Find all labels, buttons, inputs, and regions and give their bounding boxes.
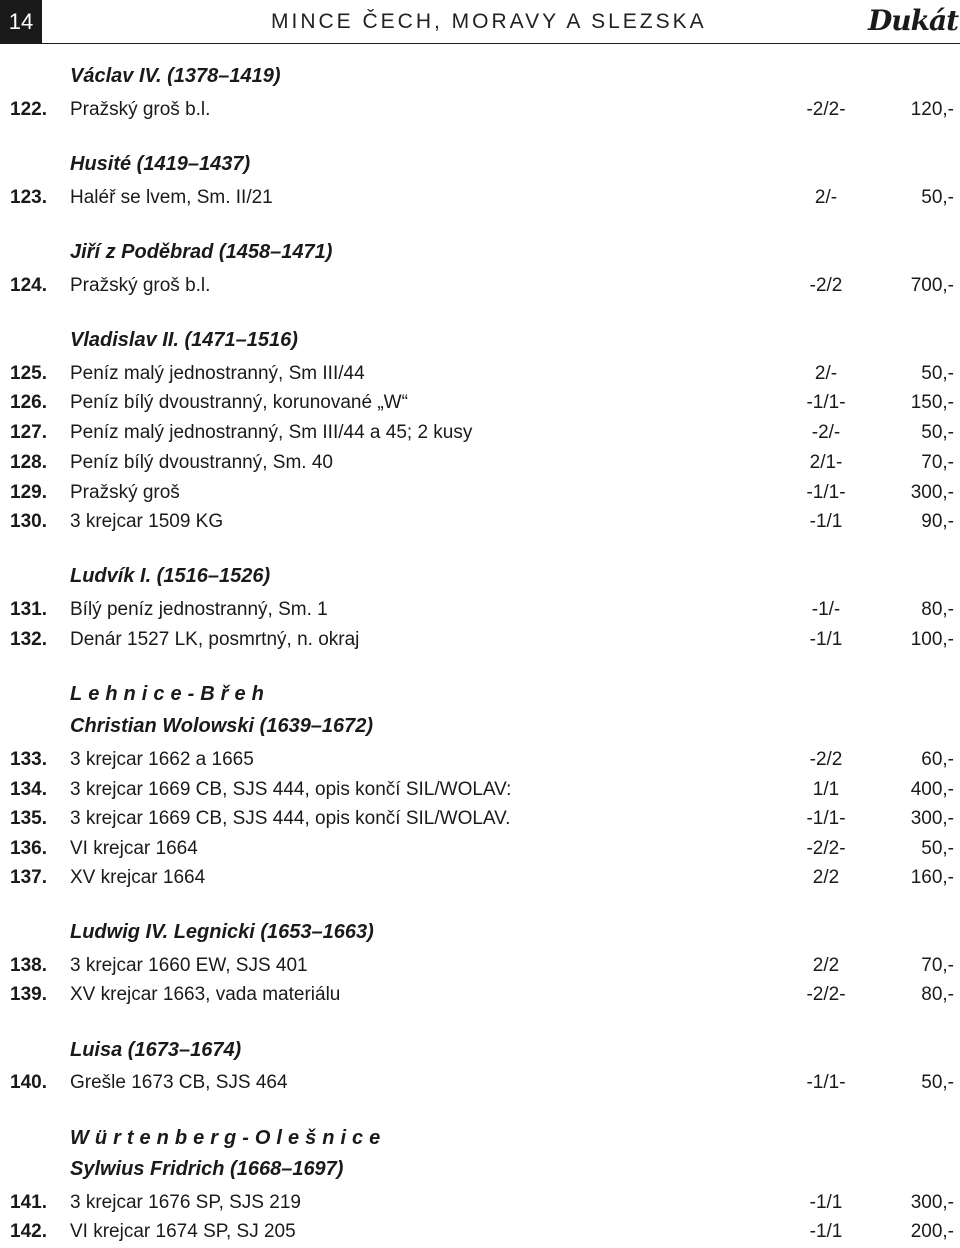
item-grade: -2/2- bbox=[806, 984, 846, 1005]
ruler-heading: Christian Wolowski (1639–1672) bbox=[70, 715, 374, 737]
item-number: 138. bbox=[10, 955, 47, 976]
item-grade: -1/1- bbox=[806, 1072, 846, 1093]
ruler-heading: Luisa (1673–1674) bbox=[70, 1039, 242, 1061]
item-grade: -2/2- bbox=[806, 838, 846, 859]
item-grade: -2/2- bbox=[806, 99, 846, 120]
item-price: 160,- bbox=[910, 867, 954, 888]
item-grade: -1/1- bbox=[806, 482, 846, 503]
item-number: 125. bbox=[10, 363, 47, 384]
catalog-item bbox=[0, 776, 960, 804]
item-description: Peníz bílý dvoustranný, Sm. 40 bbox=[70, 452, 333, 473]
item-number: 128. bbox=[10, 452, 47, 473]
item-number: 137. bbox=[10, 867, 47, 888]
item-price: 100,- bbox=[910, 629, 954, 650]
item-number: 130. bbox=[10, 511, 47, 532]
item-grade: -1/1- bbox=[806, 808, 846, 829]
item-price: 50,- bbox=[921, 838, 954, 859]
item-number: 124. bbox=[10, 275, 47, 296]
item-description: Haléř se lvem, Sm. II/21 bbox=[70, 187, 273, 208]
catalog-item bbox=[0, 508, 960, 536]
item-number: 139. bbox=[10, 984, 47, 1005]
item-description: VI krejcar 1664 bbox=[70, 838, 198, 859]
item-grade: 1/1 bbox=[812, 779, 840, 800]
catalog-item bbox=[0, 360, 960, 388]
item-description: Grešle 1673 CB, SJS 464 bbox=[70, 1072, 288, 1093]
item-grade: -2/- bbox=[811, 422, 841, 443]
item-description: Peníz malý jednostranný, Sm III/44 a 45; 2 kusy bbox=[70, 422, 473, 443]
item-description: XV krejcar 1663, vada materiálu bbox=[70, 984, 341, 1005]
ruler-heading: Ludvík I. (1516–1526) bbox=[70, 565, 271, 587]
catalog-item bbox=[0, 479, 960, 507]
ruler-heading: Jiří z Poděbrad (1458–1471) bbox=[70, 241, 333, 263]
ruler-heading: Husité (1419–1437) bbox=[70, 153, 251, 175]
item-number: 123. bbox=[10, 187, 47, 208]
item-price: 60,- bbox=[921, 749, 954, 770]
catalog-item bbox=[0, 1218, 960, 1246]
item-grade: 2/1- bbox=[809, 452, 843, 473]
catalog-item bbox=[0, 626, 960, 654]
item-grade: 2/2 bbox=[812, 867, 840, 888]
item-description: XV krejcar 1664 bbox=[70, 867, 206, 888]
item-grade: -2/2 bbox=[809, 275, 843, 296]
item-number: 135. bbox=[10, 808, 47, 829]
item-grade: -1/- bbox=[811, 599, 841, 620]
catalog-item bbox=[0, 981, 960, 1009]
item-number: 129. bbox=[10, 482, 47, 503]
item-price: 300,- bbox=[910, 808, 954, 829]
region-heading: Lehnice-Břeh bbox=[70, 683, 270, 705]
catalog-item bbox=[0, 184, 960, 212]
item-grade: -2/2 bbox=[809, 749, 843, 770]
item-grade: -1/1 bbox=[809, 629, 843, 650]
item-price: 50,- bbox=[921, 422, 954, 443]
item-description: 3 krejcar 1669 CB, SJS 444, opis končí SIL/WOLAV. bbox=[70, 808, 511, 829]
item-number: 140. bbox=[10, 1072, 47, 1093]
item-description: Peníz bílý dvoustranný, korunované „W“ bbox=[70, 392, 408, 413]
item-price: 50,- bbox=[921, 187, 954, 208]
item-price: 200,- bbox=[910, 1221, 954, 1242]
item-number: 122. bbox=[10, 99, 47, 120]
item-number: 136. bbox=[10, 838, 47, 859]
item-grade: -1/1 bbox=[809, 511, 843, 532]
catalog-item bbox=[0, 449, 960, 477]
brand-logo: Dukát bbox=[868, 4, 959, 37]
item-description: 3 krejcar 1662 a 1665 bbox=[70, 749, 254, 770]
item-price: 70,- bbox=[921, 452, 954, 473]
item-price: 80,- bbox=[921, 984, 954, 1005]
item-description: Pražský groš b.l. bbox=[70, 275, 211, 296]
catalog-item bbox=[0, 1069, 960, 1097]
region-heading: Würtenberg-Olešnice bbox=[70, 1127, 387, 1149]
item-price: 50,- bbox=[921, 363, 954, 384]
item-number: 131. bbox=[10, 599, 47, 620]
item-number: 127. bbox=[10, 422, 47, 443]
item-grade: 2/- bbox=[814, 363, 838, 384]
catalog-item bbox=[0, 596, 960, 624]
item-description: Bílý peníz jednostranný, Sm. 1 bbox=[70, 599, 328, 620]
item-price: 80,- bbox=[921, 599, 954, 620]
item-number: 126. bbox=[10, 392, 47, 413]
header-divider bbox=[42, 43, 960, 44]
ruler-heading: Václav IV. (1378–1419) bbox=[70, 65, 281, 87]
item-price: 120,- bbox=[910, 99, 954, 120]
ruler-heading: Sylwius Fridrich (1668–1697) bbox=[70, 1158, 344, 1180]
item-grade: -1/1 bbox=[809, 1192, 843, 1213]
catalog-item bbox=[0, 864, 960, 892]
item-description: Pražský groš bbox=[70, 482, 180, 503]
ruler-heading: Ludwig IV. Legnicki (1653–1663) bbox=[70, 921, 374, 943]
item-price: 700,- bbox=[910, 275, 954, 296]
item-grade: 2/2 bbox=[812, 955, 840, 976]
catalog-item bbox=[0, 746, 960, 774]
item-grade: -1/1 bbox=[809, 1221, 843, 1242]
catalog-item bbox=[0, 1189, 960, 1217]
item-price: 50,- bbox=[921, 1072, 954, 1093]
item-number: 134. bbox=[10, 779, 47, 800]
item-price: 400,- bbox=[910, 779, 954, 800]
catalog-item bbox=[0, 96, 960, 124]
item-price: 70,- bbox=[921, 955, 954, 976]
item-number: 142. bbox=[10, 1221, 47, 1242]
item-description: 3 krejcar 1509 KG bbox=[70, 511, 224, 532]
item-number: 132. bbox=[10, 629, 47, 650]
item-description: Pražský groš b.l. bbox=[70, 99, 211, 120]
item-description: Peníz malý jednostranný, Sm III/44 bbox=[70, 363, 365, 384]
item-number: 141. bbox=[10, 1192, 47, 1213]
item-description: 3 krejcar 1676 SP, SJS 219 bbox=[70, 1192, 301, 1213]
item-number: 133. bbox=[10, 749, 47, 770]
catalog-item bbox=[0, 272, 960, 300]
item-grade: 2/- bbox=[814, 187, 838, 208]
catalog-item bbox=[0, 805, 960, 833]
item-price: 90,- bbox=[921, 511, 954, 532]
item-price: 300,- bbox=[910, 482, 954, 503]
catalog-item bbox=[0, 835, 960, 863]
item-price: 150,- bbox=[910, 392, 954, 413]
item-description: 3 krejcar 1669 CB, SJS 444, opis končí SIL/WOLAV: bbox=[70, 779, 512, 800]
running-title: MINCE ČECH, MORAVY A SLEZSKA bbox=[271, 10, 707, 33]
item-description: 3 krejcar 1660 EW, SJS 401 bbox=[70, 955, 308, 976]
page-number: 14 bbox=[0, 0, 42, 44]
item-price: 300,- bbox=[910, 1192, 954, 1213]
catalog-item bbox=[0, 419, 960, 447]
catalog-item bbox=[0, 952, 960, 980]
item-grade: -1/1- bbox=[806, 392, 846, 413]
item-description: Denár 1527 LK, posmrtný, n. okraj bbox=[70, 629, 360, 650]
ruler-heading: Vladislav II. (1471–1516) bbox=[70, 329, 298, 351]
item-description: VI krejcar 1674 SP, SJ 205 bbox=[70, 1221, 296, 1242]
catalog-item bbox=[0, 389, 960, 417]
